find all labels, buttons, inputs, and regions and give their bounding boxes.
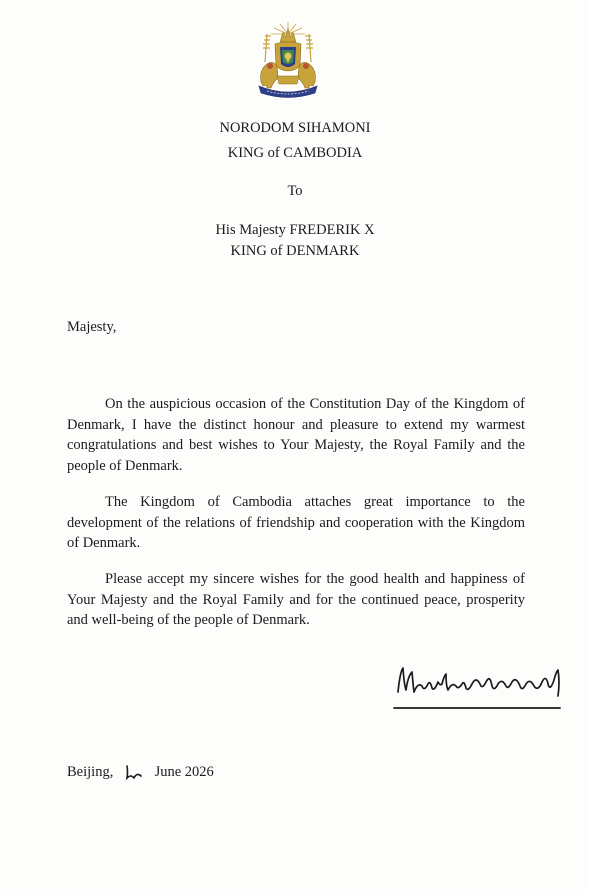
dateline: [67, 762, 214, 782]
recipient-title: KING of DENMARK: [230, 243, 360, 259]
sender-name: NORODOM SIHAMONI: [219, 120, 371, 136]
to-label: To: [287, 183, 303, 199]
date-place: Beijing,: [67, 764, 114, 780]
body-paragraph-3: Please accept my sincere wishes for the good health and happiness of Your Majesty and the Royal Family and for the continued peace, prosperity and well-being of the people of Denmark.: [67, 571, 525, 628]
body-paragraph-2: The Kingdom of Cambodia attaches great importance to the development of the relations of friendship and cooperation with the Kingdom of Denmark.: [67, 494, 525, 551]
royal-arms-of-cambodia-icon: [253, 20, 323, 100]
recipient-name: His Majesty FREDERIK X: [215, 222, 375, 238]
handwritten-day-numeral: [117, 762, 151, 782]
date-month-year: June 2026: [154, 764, 214, 780]
sender-title: KING of CAMBODIA: [227, 145, 363, 161]
body-paragraph-1: On the auspicious occasion of the Constitution Day of the Kingdom of Denmark, I have the distinct honour and pleasure to extend my warmest congratulations and best wishes to Your Majesty, the Royal Family and the people of Denmark.: [67, 396, 525, 474]
handwritten-signature: [392, 662, 572, 714]
salutation: Majesty,: [67, 319, 117, 335]
